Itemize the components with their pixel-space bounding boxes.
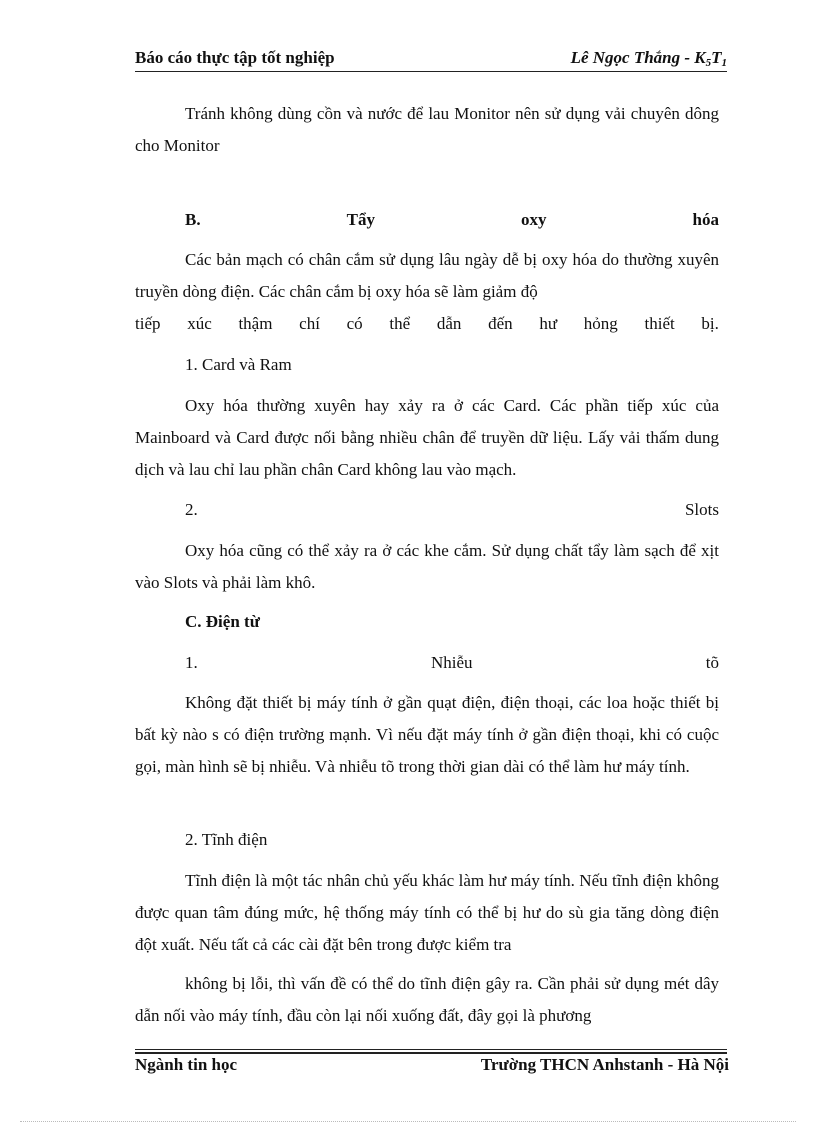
paragraph-static: Tĩnh điện là một tác nhân chủ yếu khác làm hư máy tính. Nếu tĩnh điện không được quan tâm đúng mức, hệ thống máy tính có thể bị hư do sù gia tăng dòng điện đột xuất. Nếu tất cả các cài đặt bên trong được kiểm tra — [135, 871, 719, 954]
paragraph-monitor-cleaning: Tránh không dùng cồn và nước để lau Monitor nên sử dụng vải chuyên dông cho Monitor — [135, 104, 719, 155]
footer-divider-thick — [135, 1052, 727, 1054]
paragraph-static-continued: không bị lỗi, thì vấn đề có thể do tĩnh điện gây ra. Cần phải sử dụng mét dây dẫn nối vào máy tính, đầu còn lại nối xuống đất, đây gọi là phương — [135, 974, 719, 1025]
footer-divider — [135, 1049, 727, 1050]
paragraph-oxidation: Các bản mạch có chân cắm sử dụng lâu ngày dễ bị oxy hóa do thường xuyên truyền dòng điện. Các chân cắm bị oxy hóa sẽ làm giảm độ — [135, 250, 719, 301]
header-author: Lê Ngọc Thắng - $K_5T_1$ — [570, 48, 727, 69]
header-report-title: Báo cáo thực tập tốt nghiệp — [135, 48, 335, 67]
subheading-noise: 1. Nhiễu tõ — [185, 653, 719, 672]
section-heading-c: C. Điện từ — [185, 612, 260, 631]
subheading-static: 2. Tĩnh điện — [185, 830, 268, 849]
page-footer — [135, 1055, 729, 1077]
page-boundary — [20, 1121, 796, 1122]
paragraph-noise: Không đặt thiết bị máy tính ở gần quạt điện, điện thoại, các loa hoặc thiết bị bất kỳ nào s có điện trường mạnh. Vì nếu đặt máy tính ở gần điện thoại, khi có cuộc gọi, màn hình sẽ bị nhiễu. Và nhiễu tõ trong thời gian dài có thể làm hư máy tính. — [135, 693, 719, 776]
paragraph-card-oxidation: Oxy hóa thường xuyên hay xảy ra ở các Card. Các phần tiếp xúc của Mainboard và Card được nối bằng nhiều chân để truyền dữ liệu. Lấy vải thấm dung dịch và lau chỉ lau phần chân Card không lau vào mạch. — [135, 396, 719, 479]
section-heading-b: B. Tẩy oxy hóa — [185, 210, 719, 229]
paragraph-slots: Oxy hóa cũng có thể xảy ra ở các khe cắm. Sử dụng chất tẩy làm sạch để xịt vào Slots và phải làm khô. — [135, 541, 719, 592]
footer-school: Trường THCN Anhstanh - Hà Nội — [480, 1055, 729, 1074]
page-header — [135, 48, 727, 70]
header-divider — [135, 71, 727, 72]
subheading-slots: 2. Slots — [185, 500, 719, 519]
footer-major: Ngành tin học — [135, 1055, 238, 1074]
paragraph-oxidation-last-line: tiếp xúc thậm chí có thể dẫn đến hư hỏng thiết bị. — [135, 314, 719, 333]
subheading-card-ram: 1. Card và Ram — [185, 355, 292, 374]
